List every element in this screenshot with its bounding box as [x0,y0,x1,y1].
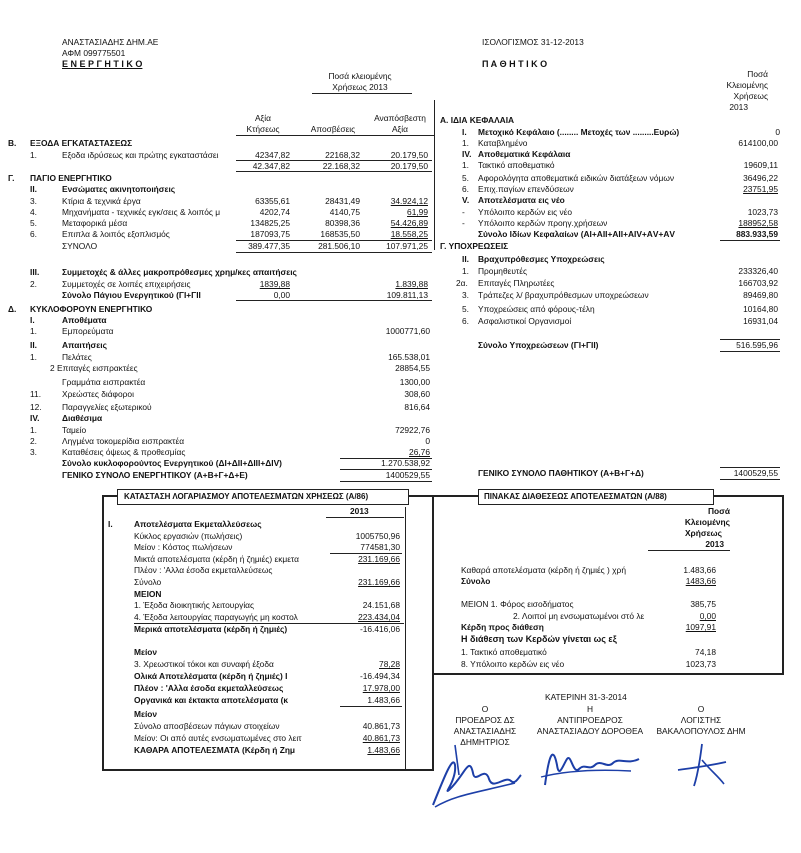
result-row-label: Μείον: Οι από αυτές ενσωματωμένες στο λειτ [134,733,302,743]
liab-row-value: 1023,73 [747,207,778,217]
result-row-value: 1.483,66 [367,745,400,755]
result-row-value: 774581,30 [360,542,400,552]
col-value-1: Αξία [254,113,272,123]
company-name: ΑΝΑΣΤΑΣΙΑΔΗΣ ΔΗΜ.ΑΕ [62,37,159,47]
asset-row-code: 5. [30,218,37,228]
asset-row-label: Μεταφορικά μέσα [62,218,128,228]
distribution-row-value: 74,18 [695,647,716,657]
asset-row-net: 20.179,50 [390,161,428,171]
liab-row-label: Σύνολο Ιδίων Κεφαλαίων (ΑΙ+ΑΙΙ+ΑΙΙ+ΑΙV+ΑV+ΑV [478,229,675,239]
liab-row-value: 89469,80 [743,290,778,300]
result-row-value: -16.416,06 [359,624,400,634]
balance-title: ΙΣΟΛΟΓΙΣΜΟΣ 31-12-2013 [482,37,584,47]
results-title: ΚΑΤΑΣΤΑΣΗ ΛΟΓΑΡΙΑΣΜΟΥ ΑΠΟΤΕΛΕΣΜΑΤΩΝ ΧΡΗΣΕΩΣ (Α/86) [124,492,369,501]
asset-row-dep: 168535,50 [320,229,360,239]
liab-row-label: Αφορολόγητα αποθεματικά ειδικών διατάξεων νόμων [478,173,675,183]
asset-row-dep: 28431,49 [325,196,360,206]
result-row-label: Μερικά αποτελέσματα (κέρδη ή ζημιές) [134,624,288,634]
liab-row-label: Προμηθευτές [478,266,528,276]
asset-row-dep: 28854,55 [395,363,430,373]
distribution-row-label: Σύνολο [461,576,491,586]
liab-row-label: Τράπεζες λ/ βραχυπρόθεσμων υποχρεώσεων [478,290,649,300]
asset-row-code: 2. [30,436,37,446]
asset-row-code: 12. [30,402,42,412]
signature-2-icon [535,735,645,795]
signatory-3-name: ΒΑΚΑΛΟΠΟΥΛΟΣ ΔΗΜ [656,726,746,736]
distribution-row-value: 1023,73 [685,659,716,669]
liab-row-label: Ασφαλιστικοί Οργανισμοί [478,316,572,326]
liab-row-label: Υποχρεώσεις από φόρους-τέλη [478,304,595,314]
result-row-label: 1. Έξοδα διοικητικής λειτουργίας [134,600,255,610]
result-row-value: 1005750,96 [355,531,400,541]
result-row-label: Μείον [134,647,158,657]
asset-row-label: Εμπορεύματα [62,326,114,336]
distribution-title: ΠΙΝΑΚΑΣ ΔΙΑΘΕΣΕΩΣ ΑΠΟΤΕΛΕΣΜΑΤΩΝ (Α/88) [484,492,667,501]
result-row-label: Μικτά αποτελέσματα (κέρδη ή ζημιές) εκμετα [134,554,299,564]
asset-row-label: Συμμετοχές σε λοιπές επιχειρήσεις [62,279,191,289]
asset-row-code: 1. [30,326,37,336]
asset-row-code: 2. [30,279,37,289]
distribution-row-value: 0,00 [699,611,716,621]
asset-row-net: 1.839,88 [395,279,428,289]
distribution-row-value: 1483,66 [685,576,716,586]
liab-row-code: Α. ΙΔΙΑ ΚΕΦΑΛΑΙΑ [440,115,515,125]
liab-row-label: Υπόλοιπο κερδών εις νέο [478,207,573,217]
asset-row-net: 1.270.538,92 [381,458,430,468]
col-depreciation: Αποσβέσεις [310,124,356,134]
liab-header-2: Κλειομένης [726,80,768,90]
liab-row-code: 5. [462,173,469,183]
asset-row-net: 18.558,25 [390,229,428,239]
distribution-header-3: Χρήσεως [684,528,722,538]
liab-row-label: ΓΕΝΙΚΟ ΣΥΝΟΛΟ ΠΑΘΗΤΙΚΟΥ (Α+Β+Γ+Δ) [478,468,644,478]
asset-row-net: 54.426,89 [390,218,428,228]
result-row-label: Σύνολο αποσβέσεων πάγιων στοιχείων [134,721,280,731]
liab-row-label: Επιχ.παγίων επενδύσεων [478,184,574,194]
asset-row-code: ΙΙ. [30,340,37,350]
asset-row-code: ΙΙ. [30,184,37,194]
assets-title: Ε Ν Ε Ρ Γ Η Τ Ι Κ Ο [62,59,143,69]
asset-row-value: 42.347,82 [252,161,290,171]
distribution-row-label: Η διάθεση των Κερδών γίνεται ως εξ [461,634,617,644]
asset-row-label: Επιπλα & λοιπός εξοπλισμός [62,229,170,239]
distribution-row-label: Κέρδη προς διάθεση [461,622,544,632]
asset-row-label: Ληγμένα τοκομερίδια εισπρακτέα [62,436,185,446]
result-row-value: 1.483,66 [367,695,400,705]
asset-row-dep: 1300,00 [399,377,430,387]
asset-row-value: 42347,82 [255,150,290,160]
distribution-row-label: ΜΕΙΟΝ 1. Φόρος εισοδήματος [461,599,574,609]
asset-row-net: 107.971,25 [386,241,428,251]
liab-row-label: Βραχυπρόθεσμες Υποχρεώσεις [478,254,605,264]
asset-row-dep: 816,64 [404,402,430,412]
signatory-2-name: ΑΝΑΣΤΑΣΙΑΔΟΥ ΔΟΡΟΘΕΑ [536,726,644,736]
liab-row-label: Επιταγές Πληρωτέες [478,278,555,288]
liab-row-value: 883.933,59 [736,229,778,239]
result-row-value: 17.978,00 [362,683,400,693]
liab-row-label: Αποτελέσματα εις νέο [478,195,565,205]
liab-row-code: 6. [462,316,469,326]
col-net-2: Αξία [391,124,409,134]
results-year: 2013 [350,506,369,516]
assets-header-closed-2: Χρήσεως 2013 [332,82,388,92]
result-row-label: Πλέον : 'Αλλα έσοδα εκμεταλλεύσεως [134,565,273,575]
asset-row-value: 134825,25 [250,218,290,228]
liab-row-label: Υπόλοιπο κερδών προηγ.χρήσεων [478,218,608,228]
result-row-value: 78,28 [379,659,400,669]
result-row-label: Αποτελέσματα Εκμεταλλεύσεως [134,519,262,529]
distribution-row-label: 2. Λοιποί μη ενσωματωμένοι στό λε [513,611,645,621]
results-section-code: Ι. [108,519,113,529]
asset-row-dep: 22.168,32 [322,161,360,171]
result-row-label: Μείον : Κόστος πωλήσεων [134,542,233,552]
distribution-header-4: 2013 [705,539,724,549]
liab-row-code: 1. [462,138,469,148]
asset-row-dep: 22168,32 [325,150,360,160]
signatory-1-article: Ο [481,704,489,714]
result-row-label: Ολικά Αποτελέσματα (κέρδη ή ζημιές) Ι [134,671,288,681]
liab-row-code: - [462,218,465,228]
asset-row-label: Ταμείο [62,425,87,435]
asset-row-value: 389.477,35 [248,241,290,251]
result-row-value: 40.861,73 [362,733,400,743]
signatory-2-role: ΑΝΤΙΠΡΟΕΔΡΟΣ [557,715,623,725]
asset-row-label: Καταθέσεις όψεως & προθεσμίας [62,447,186,457]
liab-row-value: 516.595,96 [736,340,778,350]
liab-row-value: 614100,00 [738,138,778,148]
signature-3-icon [672,740,732,790]
result-row-label: Μείον [134,709,158,719]
asset-row-dep: 1000771,60 [385,326,430,336]
col-net-1: Αναπόσβεστη [374,113,426,123]
signatory-1-surname: ΑΝΑΣΤΑΣΙΑΔΗΣ [453,726,517,736]
result-row-value: 40.861,73 [362,721,400,731]
asset-row-code: 4. [30,207,37,217]
asset-row-label: Απαιτήσεις [62,340,107,350]
company-afm: ΑΦΜ 099775501 [62,48,126,58]
asset-row-dep: 281.506,10 [318,241,360,251]
asset-row-label: Εξοδα ιδρύσεως και πρώτης εγκαταστάσει [62,150,219,160]
asset-row-value: 1839,88 [259,279,290,289]
signatory-3-role: ΛΟΓΙΣΤΗΣ [680,715,722,725]
asset-row-label: Σύνολο Πάγιου Ενεργητικού (ΓΙ+ΓΙΙ [62,290,201,300]
liab-row-value: 166703,92 [738,278,778,288]
distribution-row-label: Καθαρά αποτελέσματα (κέρδη ή ζημιές ) χρή [461,565,626,575]
liab-row-code: 1. [462,160,469,170]
asset-row-label: Αποθέματα [62,315,107,325]
distribution-row-value: 385,75 [690,599,716,609]
asset-row-code: 1. [30,150,37,160]
liabilities-title: Π Α Θ Η Τ Ι Κ Ο [482,59,548,69]
asset-row-dep: 165.538,01 [388,352,430,362]
liab-row-code: 3. [462,290,469,300]
result-row-label: 4. Έξοδα λειτουργίας παραγωγής μη κοστολ [134,612,298,622]
asset-row-label: ΓΕΝΙΚΟ ΣΥΝΟΛΟ ΕΝΕΡΓΗΤΙΚΟΥ (Α+Β+Γ+Δ+Ε) [62,470,248,480]
result-row-label: Κύκλος εργασιών (πωλήσεις) [134,531,243,541]
asset-row-code: Γ. [8,173,15,183]
asset-row-code: ΙΙΙ. [30,267,40,277]
result-row-label: ΜΕΙΟΝ [134,589,162,599]
liab-header-1: Ποσά [747,69,768,79]
asset-row-code: Δ. [8,304,17,314]
liab-row-label: Αποθεματικά Κεφάλαια [478,149,571,159]
result-row-label: Οργανικά και έκτακτα αποτελέσματα (κ [134,695,289,705]
asset-row-label: 2 Επιταγές εισπρακτέες [50,363,138,373]
liab-row-value: 36496,22 [743,173,778,183]
liab-row-code: ΙV. [462,149,472,159]
result-row-value: -16.494,34 [359,671,400,681]
liab-row-value: 0 [775,127,780,137]
asset-row-value: 4202,74 [259,207,290,217]
asset-row-label: Ενσώματες ακινητοποιήσεις [62,184,176,194]
distribution-row-label: 1. Τακτικό αποθεματικό [461,647,547,657]
asset-row-net: 34.924,12 [390,196,428,206]
signature-1-icon [425,735,525,815]
liab-header-3: Χρήσεως [733,91,768,101]
liab-row-value: 16931,04 [743,316,778,326]
result-row-label: 3. Χρεωστικοί τόκοι και συναφή έξοδα [134,659,274,669]
asset-row-label: Παραγγελίες εξωτερικού [62,402,152,412]
asset-row-label: Κτίρια & τεχνικά έργα [62,196,141,206]
liab-row-value: 23751,95 [743,184,778,194]
asset-row-code: 3. [30,196,37,206]
asset-row-code: 3. [30,447,37,457]
liab-row-label: Σύνολο Υποχρεώσεων (ΓΙ+ΓΙΙ) [478,340,599,350]
signatory-3-article: Ο [697,704,705,714]
asset-row-label: ΠΑΓΙΟ ΕΝΕΡΓΗΤΙΚΟ [30,173,112,183]
asset-row-net: 1400529,55 [385,470,430,480]
liab-row-label: Καταβλημένο [478,138,528,148]
signatory-1-firstname: ΔΗΜΗΤΡΙΟΣ [460,737,510,747]
liab-row-label: Μετοχικό Κεφάλαιο (........ Μετοχές των .........Ευρώ) [478,127,680,137]
result-row-label: Σύνολο [134,577,162,587]
asset-row-label: Μηχανήματα - τεχνικές εγκ/σεις & λοιπός μ [62,207,221,217]
asset-row-dep: 80398,36 [325,218,360,228]
liab-row-code: 2α. [456,278,468,288]
liab-row-value: 233326,40 [738,266,778,276]
result-row-label: Πλέον : 'Αλλα έσοδα εκμεταλλεύσεως [134,683,284,693]
asset-row-label: ΚΥΚΛΟΦΟΡΟΥΝ ΕΝΕΡΓΗΤΙΚΟ [30,304,153,314]
asset-row-dep: 0 [425,436,430,446]
asset-row-code: ΙV. [30,413,40,423]
signatory-2-article: Η [586,704,594,714]
liab-row-code: V. [462,195,470,205]
asset-row-value: 187093,75 [250,229,290,239]
liab-row-value: 10164,80 [743,304,778,314]
asset-row-value: 0,00 [273,290,290,300]
place-date: ΚΑΤΕΡΙΝΗ 31-3-2014 [545,692,627,702]
result-row-label: ΚΑΘΑΡΑ ΑΠΟΤΕΛΕΣΜΑΤΑ (Κέρδη ή Ζημ [134,745,296,755]
signatory-1-role: ΠΡΟΕΔΡΟΣ ΔΣ [455,715,515,725]
asset-row-label: Γραμμάτια εισπρακτέα [62,377,146,387]
asset-row-code: Ι. [30,315,35,325]
assets-header-closed-1: Ποσά κλειομένης [328,71,392,81]
liab-row-code: Γ. ΥΠΟΧΡΕΩΣΕΙΣ [440,241,509,251]
result-row-value: 24.151,68 [362,600,400,610]
asset-row-dep: 72922,76 [395,425,430,435]
asset-row-code: Β. [8,138,17,148]
asset-row-dep: 308,60 [404,389,430,399]
asset-row-label: Πελάτες [62,352,92,362]
distribution-row-value: 1.483,66 [683,565,716,575]
liab-row-value: 188952,58 [738,218,778,228]
distribution-row-value: 1097,91 [685,622,716,632]
asset-row-label: Σύνολο κυκλοφορούντος Ενεργητικού (ΔΙ+ΔΙΙ+ΔΙΙΙ+ΔΙV) [62,458,282,468]
asset-row-code: 11. [30,389,42,399]
liab-row-label: Τακτικό αποθεματικό [478,160,555,170]
asset-row-net: 61,99 [407,207,428,217]
asset-row-label: Χρεώστες διάφοροι [62,389,134,399]
liab-row-value: 19609,11 [743,160,778,170]
liab-header-4: 2013 [729,102,748,112]
asset-row-code: 1. [30,425,37,435]
col-value-2: Κτήσεως [246,124,280,134]
liab-row-code: 6. [462,184,469,194]
liab-row-code: 5. [462,304,469,314]
asset-row-code: 1. [30,352,37,362]
liab-row-value: 1400529,55 [733,468,778,478]
asset-row-label: ΣΥΝΟΛΟ [62,241,98,251]
liab-row-code: 1. [462,266,469,276]
result-row-value: 231.169,66 [358,577,400,587]
asset-row-net: 20.179,50 [390,150,428,160]
liab-row-code: Ι. [462,127,467,137]
asset-row-dep: 4140,75 [329,207,360,217]
asset-row-label: Διαθέσιμα [62,413,103,423]
asset-row-net: 109.811,13 [386,290,428,300]
asset-row-label: ΕΞΟΔΑ ΕΓΚΑΤΑΣΤΑΣΕΩΣ [30,138,133,148]
asset-row-dep: 26,76 [409,447,430,457]
result-row-value: 231.169,66 [358,554,400,564]
result-row-value: 223.434,04 [358,612,400,622]
asset-row-code: 6. [30,229,37,239]
distribution-row-label: 8. Υπόλοιπο κερδών εις νέο [461,659,565,669]
asset-row-value: 63355,61 [255,196,290,206]
liab-row-code: - [462,207,465,217]
asset-row-label: Συμμετοχές & άλλες μακροπρόθεσμες χρημ/κες απαιτήσεις [62,267,297,277]
liab-row-code: ΙΙ. [462,254,469,264]
distribution-header-1: Ποσά [707,506,730,516]
distribution-header-2: Κλειομένης [684,517,730,527]
